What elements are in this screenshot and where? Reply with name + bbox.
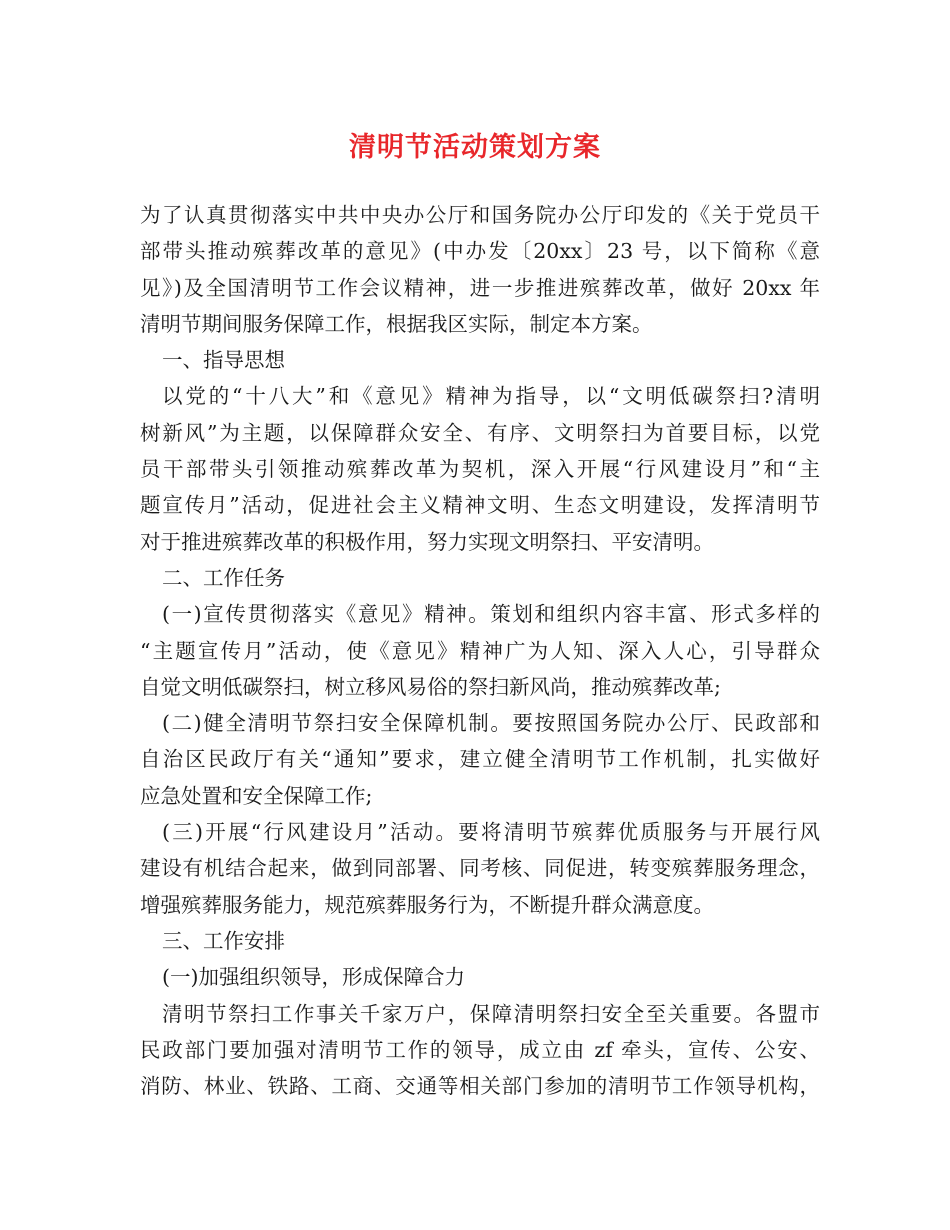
text-line: 为了认真贯彻落实中共中央办公厅和国务院办公厅印发的《关于党员干 [140, 203, 820, 227]
text-line: 自觉文明低碳祭扫，树立移风易俗的祭扫新风尚，推动殡葬改革; [140, 674, 721, 699]
text-line: (一)宣传贯彻落实《意见》精神。策划和组织内容丰富、形式多样的 [162, 602, 820, 627]
text-line: (二)健全清明节祭扫安全保障机制。要按照国务院办公厅、民政部和 [162, 711, 820, 736]
text-line: 民政部门要加强对清明节工作的领导，成立由 zf 牵头，宣传、公安、 [140, 1037, 820, 1062]
text-line: (三)开展“行风建设月”活动。要将清明节殡葬优质服务与开展行风 [162, 820, 820, 845]
text-line: 自治区民政厅有关“通知”要求，建立健全清明节工作机制，扎实做好 [140, 747, 820, 772]
text-line: 应急处置和安全保障工作; [140, 783, 373, 808]
text-line: 树新风”为主题，以保障群众安全、有序、文明祭扫为首要目标，以党 [140, 420, 820, 445]
text-line: 一、指导思想 [162, 348, 285, 373]
text-line: 见》)及全国清明节工作会议精神，进一步推进殡葬改革，做好 20xx 年 [140, 275, 820, 300]
text-line: 题宣传月”活动，促进社会主义精神文明、生态文明建设，发挥清明节 [140, 493, 820, 518]
text-line: “主题宣传月”活动，使《意见》精神广为人知、深入人心，引导群众 [140, 638, 820, 663]
text-line: 建设有机结合起来，做到同部署、同考核、同促进，转变殡葬服务理念， [140, 856, 820, 881]
text-line: 二、工作任务 [162, 565, 285, 590]
text-line: 增强殡葬服务能力，规范殡葬服务行为，不断提升群众满意度。 [140, 892, 714, 917]
text-line: 部带头推动殡葬改革的意见》(中办发〔20xx〕23 号，以下简称《意 [140, 239, 820, 264]
text-line: 以党的“十八大”和《意见》精神为指导，以“文明低碳祭扫?清明 [162, 384, 820, 409]
document-body [140, 197, 820, 1104]
document-title: 清明节活动策划方案 [349, 132, 601, 163]
text-line: 三、工作安排 [162, 928, 285, 953]
text-line: 清明节祭扫工作事关千家万户，保障清明祭扫安全至关重要。各盟市 [162, 1001, 820, 1026]
text-line: (一)加强组织领导，形成保障合力 [162, 965, 465, 990]
text-line: 对于推进殡葬改革的积极作用，努力实现文明祭扫、平安清明。 [140, 529, 714, 554]
text-line: 员干部带头引领推动殡葬改革为契机，深入开展“行风建设月”和“主 [140, 457, 820, 482]
text-line: 清明节期间服务保障工作，根据我区实际，制定本方案。 [140, 311, 653, 336]
text-line: 消防、林业、铁路、工商、交通等相关部门参加的清明节工作领导机构， [140, 1074, 820, 1099]
